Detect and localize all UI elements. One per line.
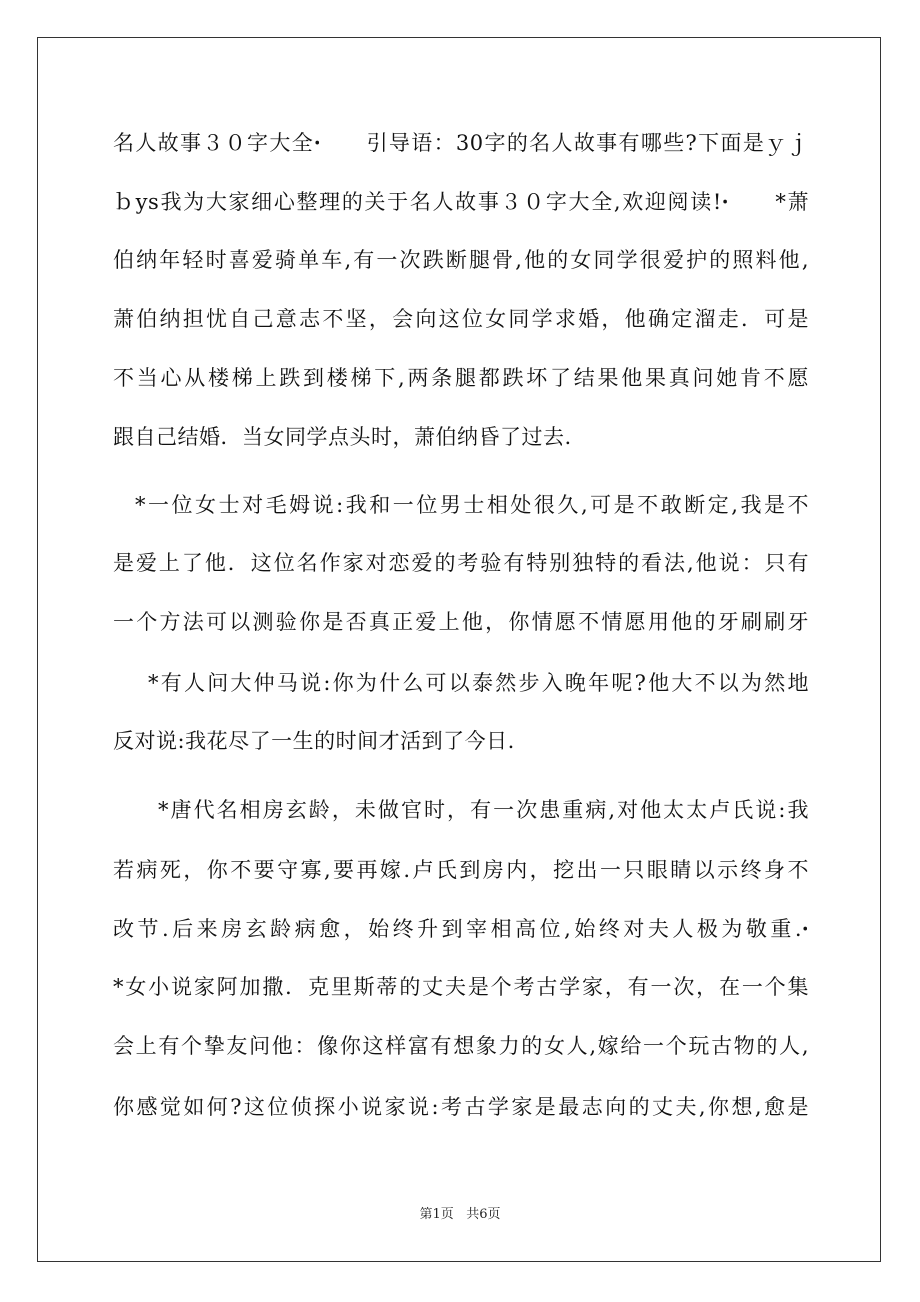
page-footer [0, 1205, 920, 1225]
footer-spacer [454, 1207, 466, 1222]
text-line-8: 是爱上了他．这位名作家对恋爱的考验有特别独特的看法,他说：只有 [113, 551, 809, 575]
text-line-3: 伯纳年轻时喜爱骑单车,有一次跌断腿骨,他的女同学很爱护的照料他, [113, 248, 809, 272]
text-line-9: 一个方法可以测验你是否真正爱上他，你情愿不情愿用他的牙刷刷牙 [113, 610, 809, 634]
text-line-13: 若病死，你不要守寡,要再嫁.卢氏到房内，挖出一只眼睛以示终身不 [113, 858, 809, 882]
text-line-7: *一位女士对毛姆说:我和一位男士相处很久,可是不敢断定,我是不 [135, 493, 809, 517]
text-line-5: 不当心从楼梯上跌到楼梯下,两条腿都跌坏了结果他果真问她肯不愿 [113, 366, 809, 390]
page-border [37, 37, 881, 1262]
page-number: 第1页 [419, 1207, 454, 1222]
text-line-17: 你感觉如何?这位侦探小说家说:考古学家是最志向的丈夫,你想,愈是 [113, 1095, 809, 1119]
text-line-1: 名人故事３０字大全ꞏ 引导语：30字的名人故事有哪些?下面是ｙｊ [113, 131, 809, 155]
text-line-14: 改节.后来房玄龄病愈，始终升到宰相高位,始终对夫人极为敬重.ꞏ [113, 917, 809, 941]
text-line-11: 反对说:我花尽了一生的时间才活到了今日. [113, 729, 515, 753]
text-line-4: 萧伯纳担忧自己意志不坚，会向这位女同学求婚，他确定溜走．可是 [113, 307, 809, 331]
page-total: 共6页 [466, 1207, 501, 1222]
text-line-16: 会上有个挚友问他：像你这样富有想象力的女人,嫁给一个玩古物的人, [113, 1034, 809, 1058]
text-line-10: *有人问大仲马说:你为什么可以泰然步入晚年呢?他大不以为然地 [148, 671, 809, 695]
text-line-2: ｂys我为大家细心整理的关于名人故事３０字大全,欢迎阅读!ꞏ *萧 [113, 190, 809, 214]
text-line-15: *女小说家阿加撒．克里斯蒂的丈夫是个考古学家，有一次，在一个集 [113, 975, 809, 999]
text-line-6: 跟自己结婚．当女同学点头时，萧伯纳昏了过去. [113, 425, 572, 449]
text-line-12: *唐代名相房玄龄，未做官时，有一次患重病,对他太太卢氏说:我 [158, 798, 809, 822]
